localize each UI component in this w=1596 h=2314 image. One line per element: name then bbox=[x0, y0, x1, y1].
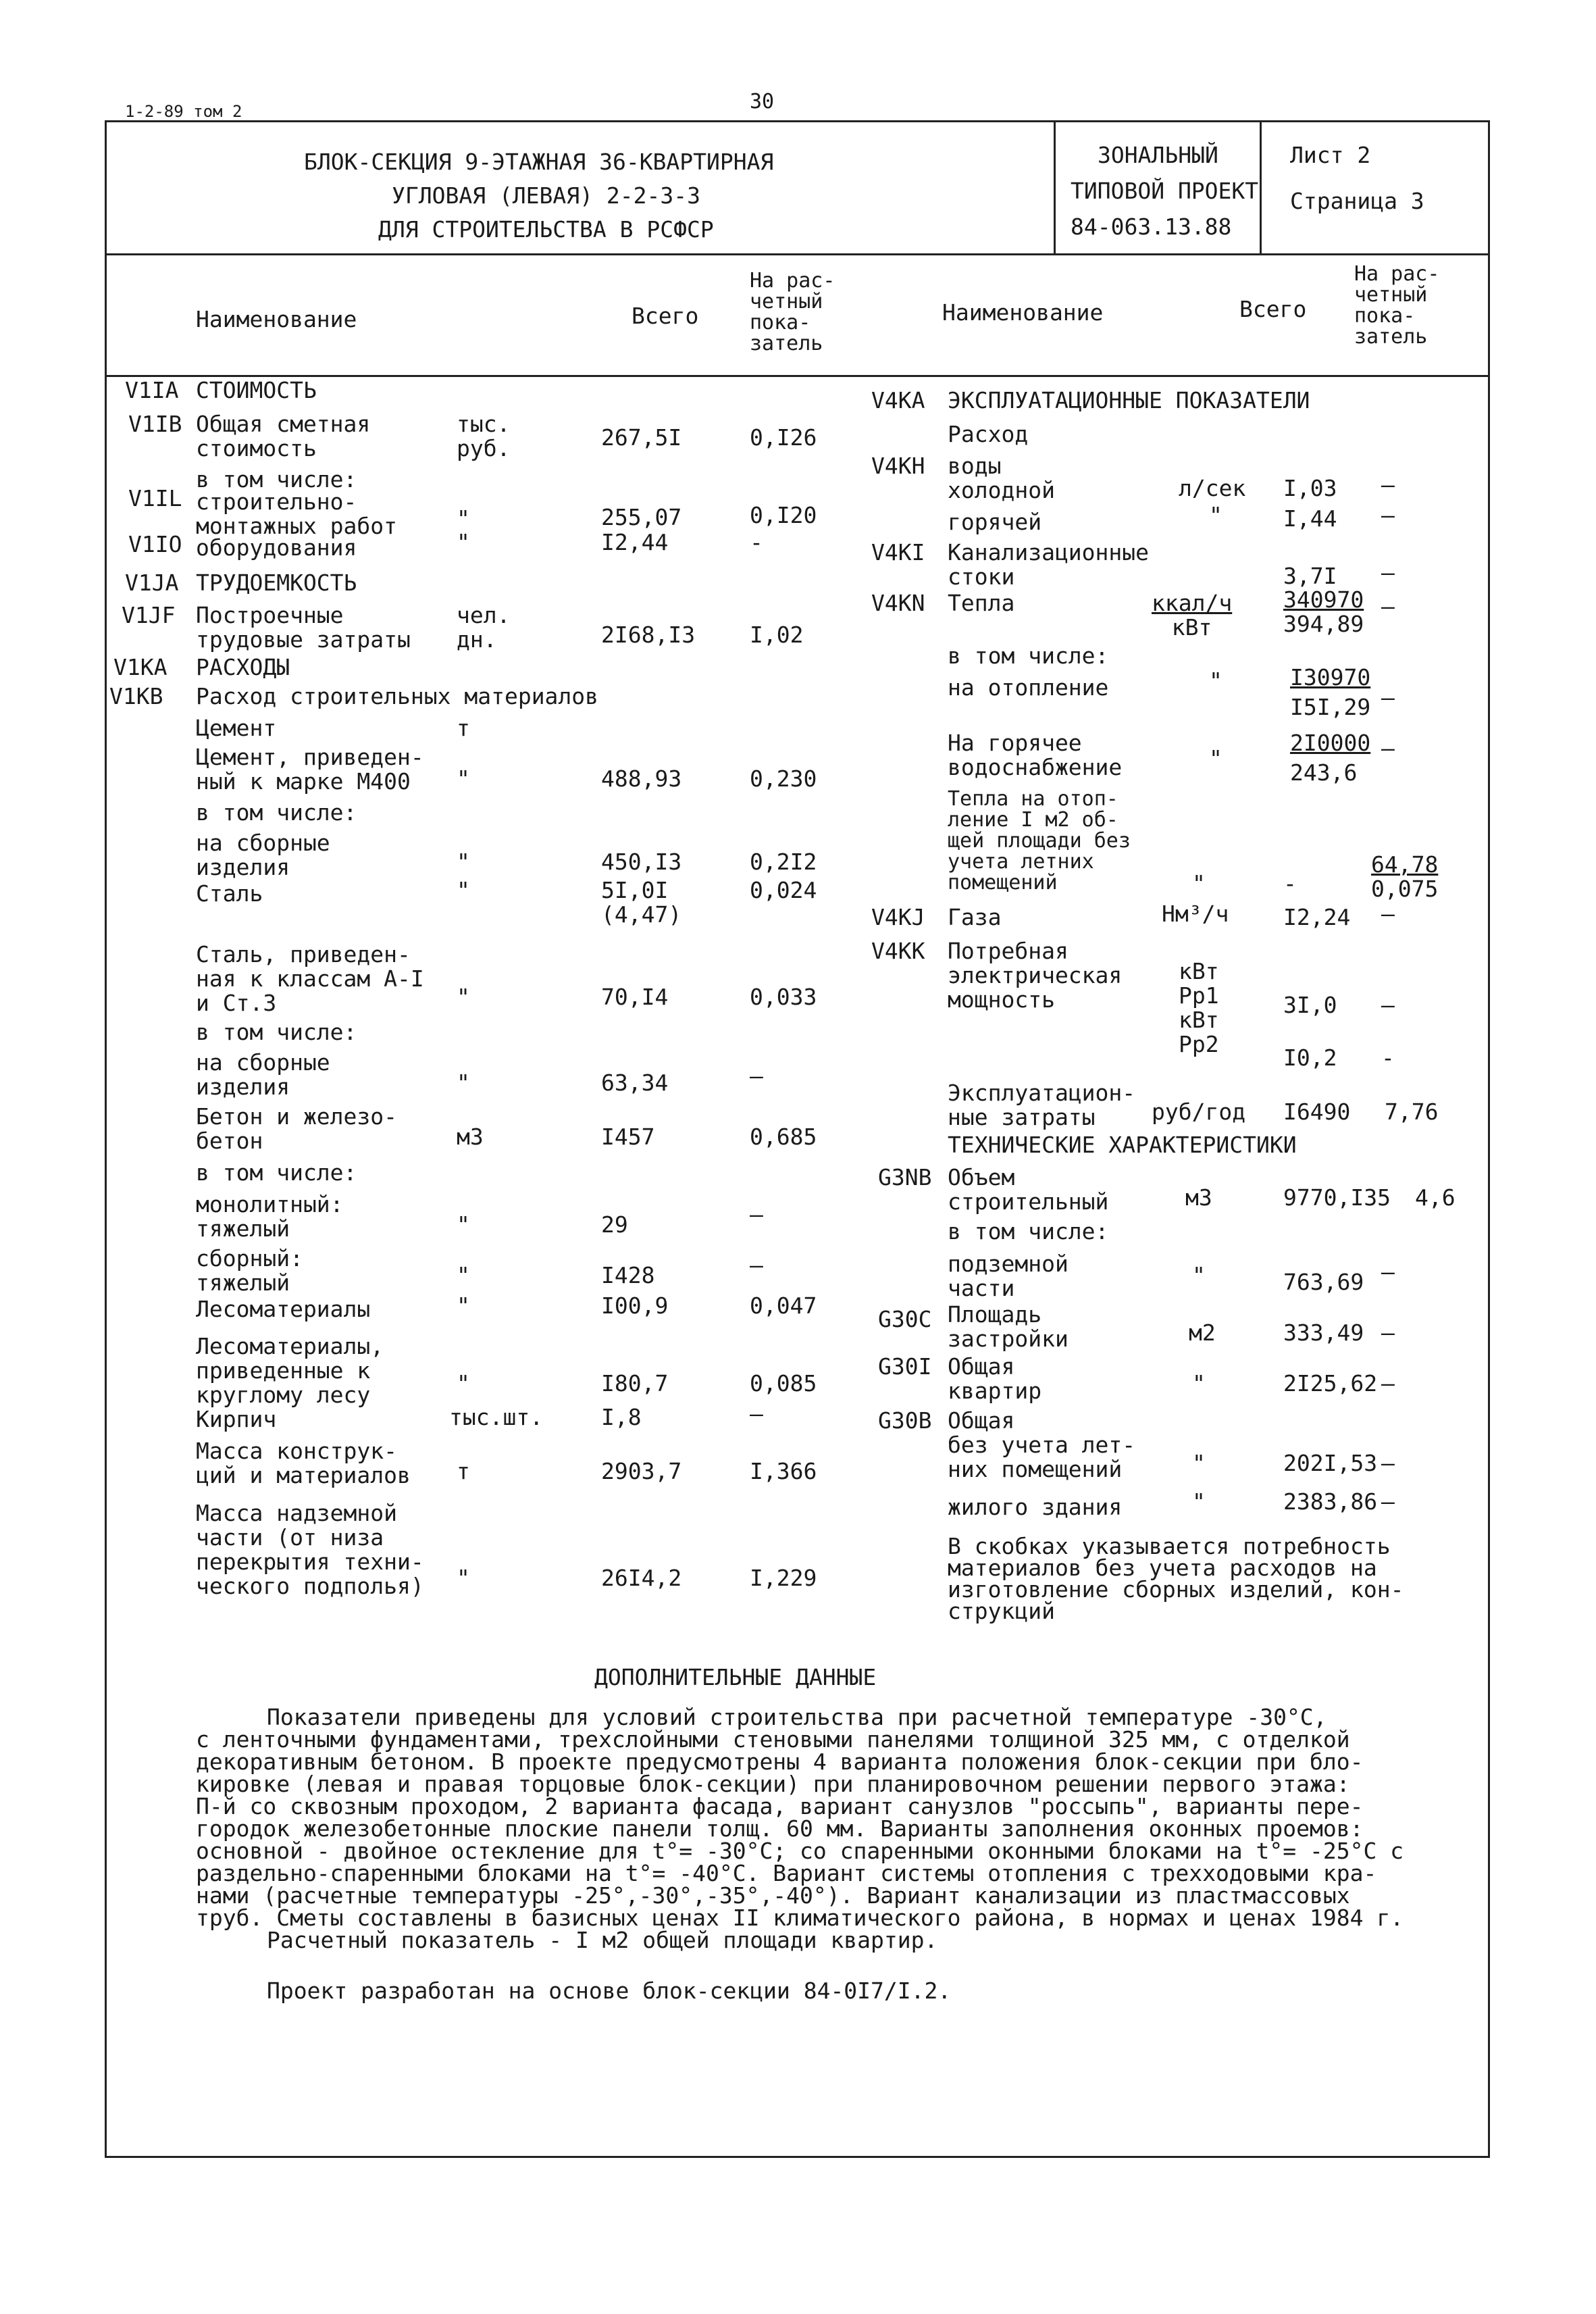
row-per: — bbox=[1381, 1259, 1395, 1285]
row-unit: т bbox=[457, 1458, 470, 1484]
row-unit: тыс. руб. bbox=[457, 411, 511, 461]
row-total: 333,49 bbox=[1283, 1319, 1364, 1346]
row-per: 0,685 bbox=[750, 1124, 817, 1150]
row-unit: " bbox=[457, 1370, 470, 1397]
para-line: П-й со сквозным проходом, 2 варианта фасада, вариант санузлов "россыпь", варианты пере- bbox=[196, 1793, 1364, 1819]
row-total: - bbox=[1283, 870, 1297, 897]
para-line: декоративным бетоном. В проекте предусмотрены 4 варианта положения блок-секции при бло- bbox=[196, 1749, 1364, 1775]
para-line: Показатели приведены для условий строительства при расчетной температуре -30°С, bbox=[267, 1704, 1327, 1730]
row-label: на сборные изделия bbox=[196, 830, 330, 880]
row-label: Лесоматериалы bbox=[196, 1296, 371, 1322]
row-label: в том числе: bbox=[948, 643, 1109, 669]
row-per: — bbox=[1381, 1450, 1395, 1476]
row-code: V4KI bbox=[871, 539, 925, 565]
row-label: Бетон и железо- бетон bbox=[196, 1103, 398, 1154]
row-unit: " bbox=[457, 1211, 470, 1238]
row-label: строительно- монтажных работ bbox=[196, 488, 398, 539]
row-total: 255,07 bbox=[601, 504, 682, 530]
row-unit: " bbox=[1209, 668, 1222, 694]
row-total: 763,69 bbox=[1283, 1269, 1364, 1295]
row-label: Расход строительных материалов bbox=[196, 683, 599, 709]
row-code: V1IA bbox=[125, 377, 179, 403]
sheet-number: Лист 2 bbox=[1290, 142, 1371, 168]
row-label: Потребная электрическая мощность bbox=[948, 938, 1123, 1013]
row-label: Построечные трудовые затраты bbox=[196, 602, 411, 653]
row-per: — bbox=[750, 1401, 763, 1427]
row-per: - bbox=[750, 529, 763, 555]
row-total: I2,44 bbox=[601, 529, 669, 555]
para-line: труб. Сметы составлены в базисных ценах II климатического района, в нормах и ценах 1984 г. bbox=[196, 1905, 1404, 1931]
row-code: V4KN bbox=[871, 590, 925, 616]
row-per: 0,033 bbox=[750, 984, 817, 1010]
additional-heading: ДОПОЛНИТЕЛЬНЫЕ ДАННЫЕ bbox=[594, 1664, 877, 1690]
row-per: — bbox=[1381, 1319, 1395, 1346]
row-total: 2383,86 bbox=[1283, 1488, 1378, 1515]
row-label: Кирпич bbox=[196, 1406, 277, 1432]
row-total: 488,93 bbox=[601, 765, 682, 792]
row-per: — bbox=[750, 1201, 763, 1228]
row-label: жилого здания bbox=[948, 1494, 1123, 1520]
footnote-brackets: В скобках указывается потребность материалов без учета расходов на изготовление сборных изделий, кон- струкций bbox=[948, 1533, 1404, 1624]
row-per: I,229 bbox=[750, 1565, 817, 1591]
row-label: Газа bbox=[948, 904, 1002, 930]
row-per: — bbox=[1381, 1370, 1395, 1397]
row-label: Масса конструк- ций и материалов bbox=[196, 1438, 411, 1488]
row-code: V1JA bbox=[125, 570, 179, 596]
col-name-right: Наименование bbox=[942, 299, 1104, 326]
basis-note: Проект разработан на основе блок-секции 84-0I7/I.2. bbox=[267, 1978, 952, 2004]
row-code: V1JF bbox=[122, 602, 176, 628]
row-total: I457 bbox=[601, 1124, 655, 1150]
row-label: Тепла bbox=[948, 590, 1015, 616]
row-code: G30I bbox=[878, 1353, 932, 1380]
row-total: I80,7 bbox=[601, 1370, 669, 1397]
project-line-1: ЗОНАЛЬНЫЙ bbox=[1098, 142, 1218, 168]
row-total: 3,7I bbox=[1283, 563, 1337, 589]
row-unit: Нм³/ч bbox=[1162, 901, 1229, 927]
row-total: I00,9 bbox=[601, 1292, 669, 1319]
row-per: — bbox=[1381, 684, 1395, 711]
page-number-mark: 30 bbox=[750, 90, 775, 114]
row-per: 0,I26 bbox=[750, 424, 817, 451]
para-line: основной - двойное остекление для t°= -30°С; со спаренными оконными блоками на t°= -25°С с bbox=[196, 1838, 1404, 1864]
row-label: Канализационные стоки bbox=[948, 539, 1150, 590]
row-total: I2,24 bbox=[1283, 904, 1351, 930]
row-unit: " bbox=[1192, 870, 1206, 897]
row-label: Сталь, приведен- ная к классам А-I и Ст.3 bbox=[196, 941, 424, 1016]
row-total: 26I4,2 bbox=[601, 1565, 682, 1591]
row-unit: " bbox=[1209, 502, 1222, 528]
row-code: V1IO bbox=[128, 531, 182, 557]
row-total: 63,34 bbox=[601, 1070, 669, 1096]
header-vdivider-1 bbox=[1054, 120, 1056, 255]
row-code: V1IL bbox=[128, 485, 182, 511]
row-label: Эксплуатацион- ные затраты bbox=[948, 1080, 1136, 1130]
row-unit: м3 bbox=[1185, 1184, 1212, 1211]
row-label: Масса надземной части (от низа перекрытия техни- ческого подполья) bbox=[196, 1500, 424, 1599]
row-code: G30C bbox=[878, 1306, 932, 1332]
row-total: 29 bbox=[601, 1211, 628, 1238]
title-line-3: ДЛЯ СТРОИТЕЛЬСТВА В РСФСР bbox=[378, 216, 714, 243]
row-per: 0,047 bbox=[750, 1292, 817, 1319]
title-line-1: БЛОК-СЕКЦИЯ 9-ЭТАЖНАЯ 36-КВАРТИРНАЯ bbox=[304, 149, 774, 175]
row-per: 0,230 bbox=[750, 765, 817, 792]
row-total: 3I,0 I0,2 bbox=[1283, 992, 1337, 1071]
project-code: 84-063.13.88 bbox=[1071, 213, 1232, 240]
title-line-2: УГЛОВАЯ (ЛЕВАЯ) 2-2-3-3 bbox=[392, 182, 700, 209]
row-code: V4KH bbox=[871, 453, 925, 479]
row-unit: " bbox=[457, 877, 470, 903]
row-label: в том числе: bbox=[196, 799, 357, 826]
row-unit: чел. дн. bbox=[457, 602, 511, 653]
row-unit: тыс.шт. bbox=[449, 1404, 544, 1430]
row-per: — bbox=[1381, 472, 1395, 498]
row-code: V4KA bbox=[871, 387, 925, 413]
row-unit: " bbox=[457, 765, 470, 792]
row-label: в том числе: bbox=[196, 1019, 357, 1045]
row-unit: " bbox=[457, 1565, 470, 1591]
col-total-left: Всего bbox=[632, 303, 699, 329]
row-code: V4KJ bbox=[871, 904, 925, 930]
row-code: G3NB bbox=[878, 1164, 932, 1190]
row-per: — - bbox=[1381, 992, 1395, 1071]
row-label: Общая квартир bbox=[948, 1353, 1042, 1404]
row-unit: " bbox=[1192, 1370, 1206, 1397]
para-line: раздельно-спаренными блоками на t°= -40°С. Вариант системы отопления с трехходовыми кра- bbox=[196, 1860, 1377, 1886]
row-label: в том числе: bbox=[196, 1159, 357, 1186]
row-label: горячей bbox=[948, 509, 1042, 535]
row-code: V4KK bbox=[871, 938, 925, 964]
row-unit: кВт Pр1 кВт Pр2 bbox=[1179, 958, 1219, 1057]
row-total: I6490 bbox=[1283, 1099, 1351, 1125]
header-divider bbox=[105, 253, 1488, 255]
row-label: на отопление bbox=[948, 674, 1109, 701]
col-total-right: Всего bbox=[1239, 296, 1307, 322]
row-label: на сборные изделия bbox=[196, 1049, 330, 1100]
row-per: 0,2I2 bbox=[750, 849, 817, 875]
row-unit: " bbox=[457, 1262, 470, 1288]
row-unit: т bbox=[457, 715, 470, 741]
row-label: монолитный: тяжелый bbox=[196, 1191, 344, 1242]
row-total: I,8 bbox=[601, 1404, 642, 1430]
row-total: 70,I4 bbox=[601, 984, 669, 1010]
row-label: Общая без учета лет- них помещений bbox=[948, 1407, 1136, 1482]
row-unit: " bbox=[1209, 745, 1222, 772]
row-total: I,03 bbox=[1283, 475, 1337, 501]
col-name-left: Наименование bbox=[196, 306, 357, 332]
row-label: Цемент, приведен- ный к марке М400 bbox=[196, 744, 424, 795]
row-per: 64,78 0,075 bbox=[1371, 851, 1439, 902]
row-unit: руб/год bbox=[1152, 1099, 1246, 1125]
row-per: — bbox=[1381, 593, 1395, 620]
row-label: сборный: тяжелый bbox=[196, 1245, 303, 1296]
row-unit: " bbox=[457, 1292, 470, 1319]
row-unit: ккал/ч кВт bbox=[1152, 590, 1233, 640]
row-total: I428 bbox=[601, 1262, 655, 1288]
row-label: СТОИМОСТЬ bbox=[196, 377, 317, 403]
row-total: 2I0000 243,6 bbox=[1290, 730, 1371, 786]
row-label: оборудования bbox=[196, 534, 357, 561]
row-unit: " bbox=[457, 529, 470, 555]
row-label: Тепла на отоп- ление I м2 об- щей площади без учета летних помещений bbox=[948, 787, 1131, 895]
row-per: — bbox=[1381, 735, 1395, 761]
row-per: — bbox=[1381, 901, 1395, 927]
row-label: Площадь застройки bbox=[948, 1301, 1069, 1352]
row-total: 450,I3 bbox=[601, 849, 682, 875]
para-line: с ленточными фундаментами, трехслойными стеновыми панелями толщиной 325 мм, с отделкой bbox=[196, 1726, 1350, 1753]
row-label: Сталь bbox=[196, 880, 263, 907]
row-per: 0,085 bbox=[750, 1370, 817, 1397]
row-total: 202I,53 bbox=[1283, 1450, 1378, 1476]
row-unit: " bbox=[1192, 1488, 1206, 1515]
para-line: кировке (левая и правая торцовые блок-секции) при планировочном решении первого этажа: bbox=[196, 1771, 1350, 1797]
row-label: Объем строительный bbox=[948, 1164, 1109, 1215]
row-per: — bbox=[1381, 1488, 1395, 1515]
row-label: воды холодной bbox=[948, 453, 1055, 503]
row-label: Общая сметная стоимость bbox=[196, 411, 371, 461]
row-total: 2I68,I3 bbox=[601, 622, 696, 648]
row-code: V1KB bbox=[109, 683, 163, 709]
row-per: — bbox=[750, 1063, 763, 1089]
row-label: На горячее водоснабжение bbox=[948, 730, 1123, 780]
row-unit: м2 bbox=[1189, 1319, 1216, 1346]
row-unit: " bbox=[457, 984, 470, 1010]
row-unit: м3 bbox=[457, 1124, 484, 1150]
row-per: — bbox=[1381, 559, 1395, 586]
project-line-2: ТИПОВОЙ ПРОЕКТ bbox=[1071, 178, 1259, 204]
row-per: 7,76 bbox=[1385, 1099, 1439, 1125]
row-per: 0,024 bbox=[750, 877, 817, 903]
row-total: 340970 394,89 bbox=[1283, 586, 1364, 637]
row-per: — bbox=[750, 1252, 763, 1278]
row-unit: " bbox=[457, 849, 470, 875]
row-label: ЭКСПЛУАТАЦИОННЫЕ ПОКАЗАТЕЛИ bbox=[948, 387, 1310, 413]
para-line: Расчетный показатель - I м2 общей площади квартир. bbox=[267, 1927, 938, 1953]
row-per: — bbox=[1381, 502, 1395, 528]
row-label: РАСХОДЫ bbox=[196, 654, 290, 680]
row-total: 2I25,62 bbox=[1283, 1370, 1378, 1397]
row-label: в том числе: bbox=[196, 466, 357, 493]
row-label: ТЕХНИЧЕСКИЕ ХАРАКТЕРИСТИКИ bbox=[948, 1132, 1297, 1158]
row-label: подземной части bbox=[948, 1251, 1069, 1301]
row-label: Расход bbox=[948, 421, 1029, 447]
row-total: 267,5I bbox=[601, 424, 682, 451]
row-code: G30B bbox=[878, 1407, 932, 1434]
row-unit: л/сек bbox=[1179, 475, 1246, 501]
doc-ref: 1-2-89 том 2 bbox=[125, 102, 242, 121]
row-label: Цемент bbox=[196, 715, 277, 741]
row-unit: " bbox=[457, 1070, 470, 1096]
row-code: V1IB bbox=[128, 411, 182, 437]
row-total: 2903,7 bbox=[601, 1458, 682, 1484]
row-label: ТРУДОЕМКОСТЬ bbox=[196, 570, 357, 596]
row-label: Лесоматериалы, приведенные к круглому лесу bbox=[196, 1333, 384, 1408]
page-number: Страница 3 bbox=[1290, 188, 1424, 214]
row-per: 0,I20 bbox=[750, 502, 817, 528]
para-line: городок железобетонные плоские панели толщ. 60 мм. Варианты заполнения оконных проемов: bbox=[196, 1815, 1364, 1842]
col-per-left: На рас- четный пока- затель bbox=[750, 269, 835, 355]
row-total: 9770,I35 bbox=[1283, 1184, 1391, 1211]
row-per: 4,6 bbox=[1415, 1184, 1456, 1211]
para-line: нами (расчетные температуры -25°,-30°,-35°,-40°). Вариант канализации из пластмассовых bbox=[196, 1882, 1350, 1909]
row-code: V1KA bbox=[113, 654, 168, 680]
row-unit: " bbox=[1192, 1262, 1206, 1288]
row-total: I30970 I5I,29 bbox=[1290, 664, 1371, 720]
row-total: I,44 bbox=[1283, 505, 1337, 532]
row-unit: " bbox=[457, 505, 470, 532]
col-per-right: На рас- четный пока- затель bbox=[1354, 262, 1440, 349]
row-per: I,02 bbox=[750, 622, 804, 648]
row-label: в том числе: bbox=[948, 1218, 1109, 1244]
header-vdivider-2 bbox=[1260, 120, 1262, 255]
row-unit: " bbox=[1192, 1450, 1206, 1476]
row-total: 5I,0I (4,47) bbox=[601, 877, 682, 928]
row-per: I,366 bbox=[750, 1458, 817, 1484]
